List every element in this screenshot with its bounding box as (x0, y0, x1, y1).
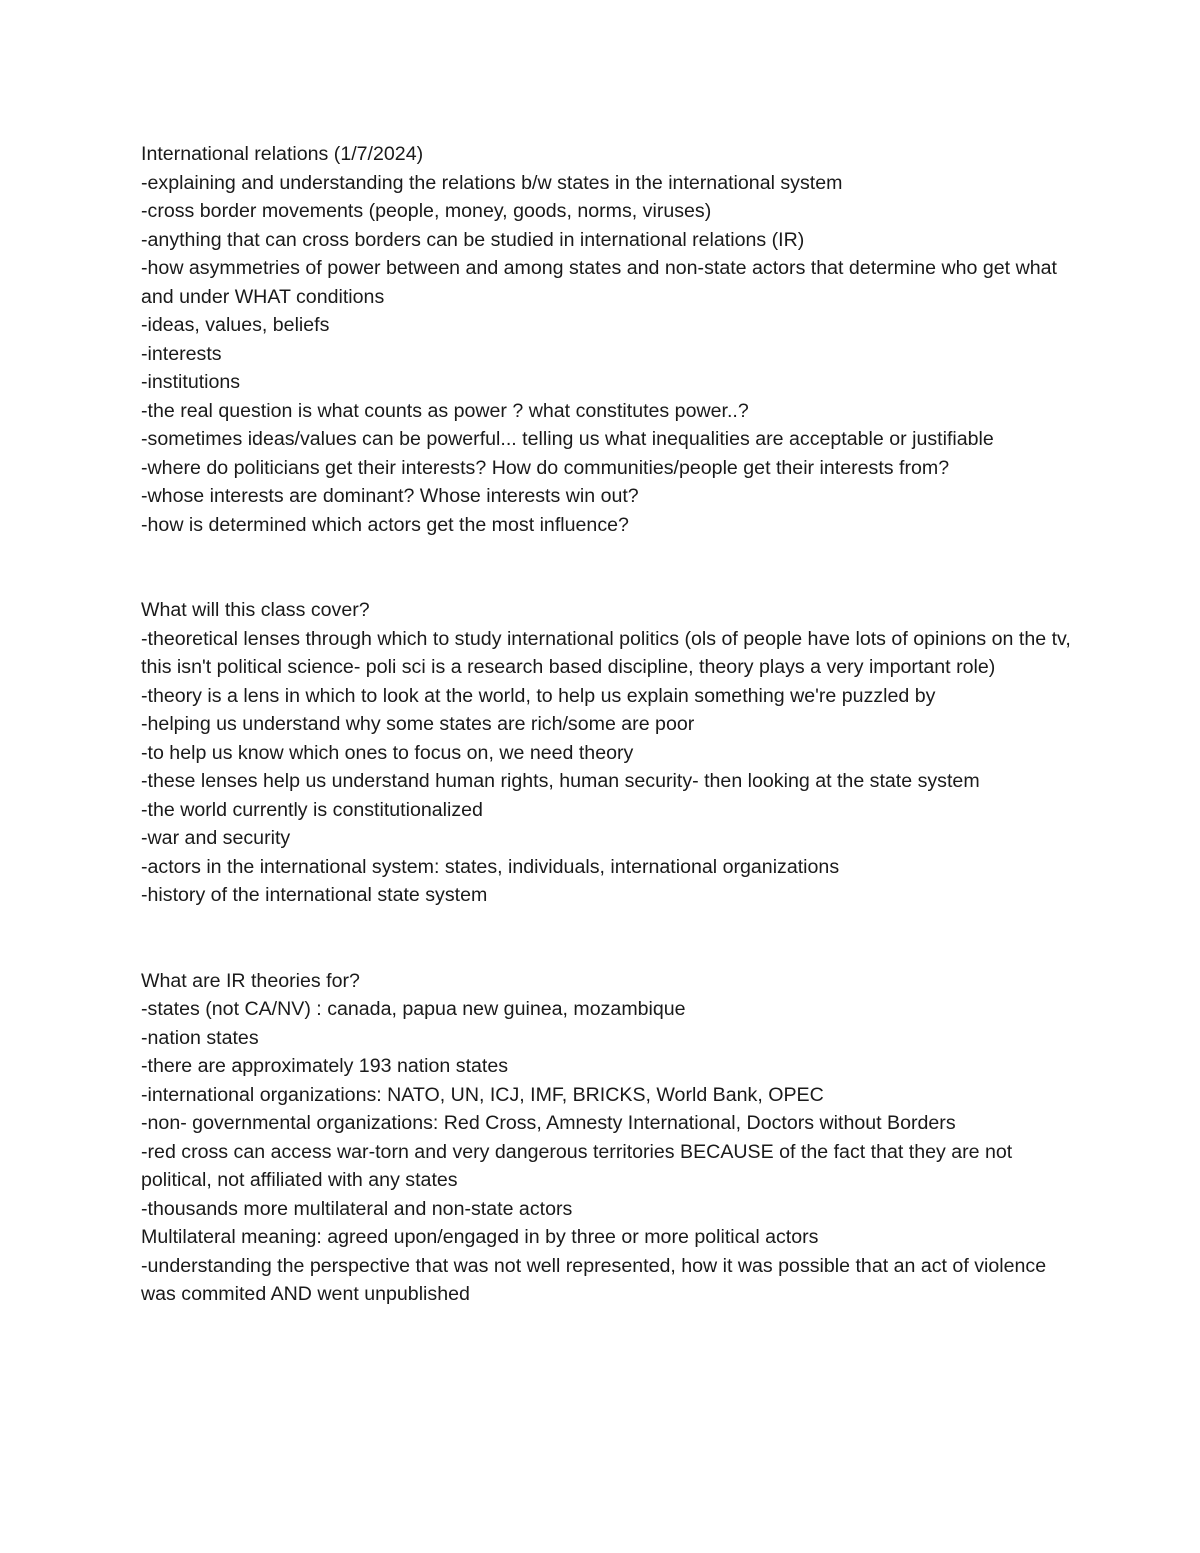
note-line: -understanding the perspective that was not well represented, how it was possible that an act of violence was commited AND went unpublished (141, 1254, 1047, 1305)
note-line: -ideas, values, beliefs (141, 314, 330, 336)
note-line: -there are approximately 193 nation states (141, 1055, 509, 1077)
note-line: -how is determined which actors get the most influence? (141, 513, 629, 536)
note-line: -the real question is what counts as power ? what constitutes power..? (141, 399, 749, 422)
note-line: -whose interests are dominant? Whose interests win out? (141, 485, 639, 507)
section-intro (141, 140, 1071, 539)
note-line: -institutions (141, 371, 241, 393)
note-line: -red cross can access war-torn and very dangerous territories BECAUSE of the fact that they are not political, not affiliated with any states (141, 1140, 1013, 1191)
note-line: -theoretical lenses through which to study international politics (ols of people have lots of opinions on the tv, this isn't political science- poli sci is a research based discipline, theory plays a very important role) (141, 627, 1071, 678)
section-heading: What are IR theories for? (141, 969, 360, 992)
note-line: -theory is a lens in which to look at the world, to help us explain something we're puzzled by (141, 684, 936, 707)
note-line: -explaining and understanding the relations b/w states in the international system (141, 171, 843, 194)
note-line: -war and security (141, 827, 291, 849)
section-heading: International relations (1/7/2024) (141, 143, 424, 165)
note-line: Multilateral meaning: agreed upon/engaged in by three or more political actors (141, 1226, 819, 1248)
note-line: -non- governmental organizations: Red Cross, Amnesty International, Doctors without Borders (141, 1112, 956, 1134)
section-heading: What will this class cover? (141, 599, 370, 621)
note-line: -cross border movements (people, money, goods, norms, viruses) (141, 200, 712, 222)
note-line: -where do politicians get their interests? How do communities/people get their interests from? (141, 456, 950, 479)
note-line: -sometimes ideas/values can be powerful... telling us what inequalities are acceptable or justifiable (141, 428, 994, 450)
note-line: -interests (141, 342, 222, 365)
note-line: -anything that can cross borders can be studied in international relations (IR) (141, 228, 805, 251)
note-line: -international organizations: NATO, UN, ICJ, IMF, BRICKS, World Bank, OPEC (141, 1083, 824, 1106)
note-line: -thousands more multilateral and non-state actors (141, 1197, 573, 1220)
note-line: -actors in the international system: states, individuals, international organizations (141, 855, 840, 878)
note-line: -these lenses help us understand human rights, human security- then looking at the state system (141, 770, 980, 792)
note-line: -to help us know which ones to focus on, we need theory (141, 741, 634, 764)
note-line: -helping us understand why some states are rich/some are poor (141, 713, 695, 735)
note-line: -states (not CA/NV) : canada, papua new guinea, mozambique (141, 998, 686, 1020)
document-body (141, 140, 1071, 1309)
note-line: -how asymmetries of power between and among states and non-state actors that determine who get what and under WHAT conditions (141, 257, 1057, 308)
note-line: -nation states (141, 1026, 259, 1049)
note-line: -the world currently is constitutionalized (141, 798, 483, 821)
note-line: -history of the international state system (141, 884, 488, 906)
section-class-cover (141, 596, 1071, 910)
section-ir-theories (141, 967, 1071, 1309)
